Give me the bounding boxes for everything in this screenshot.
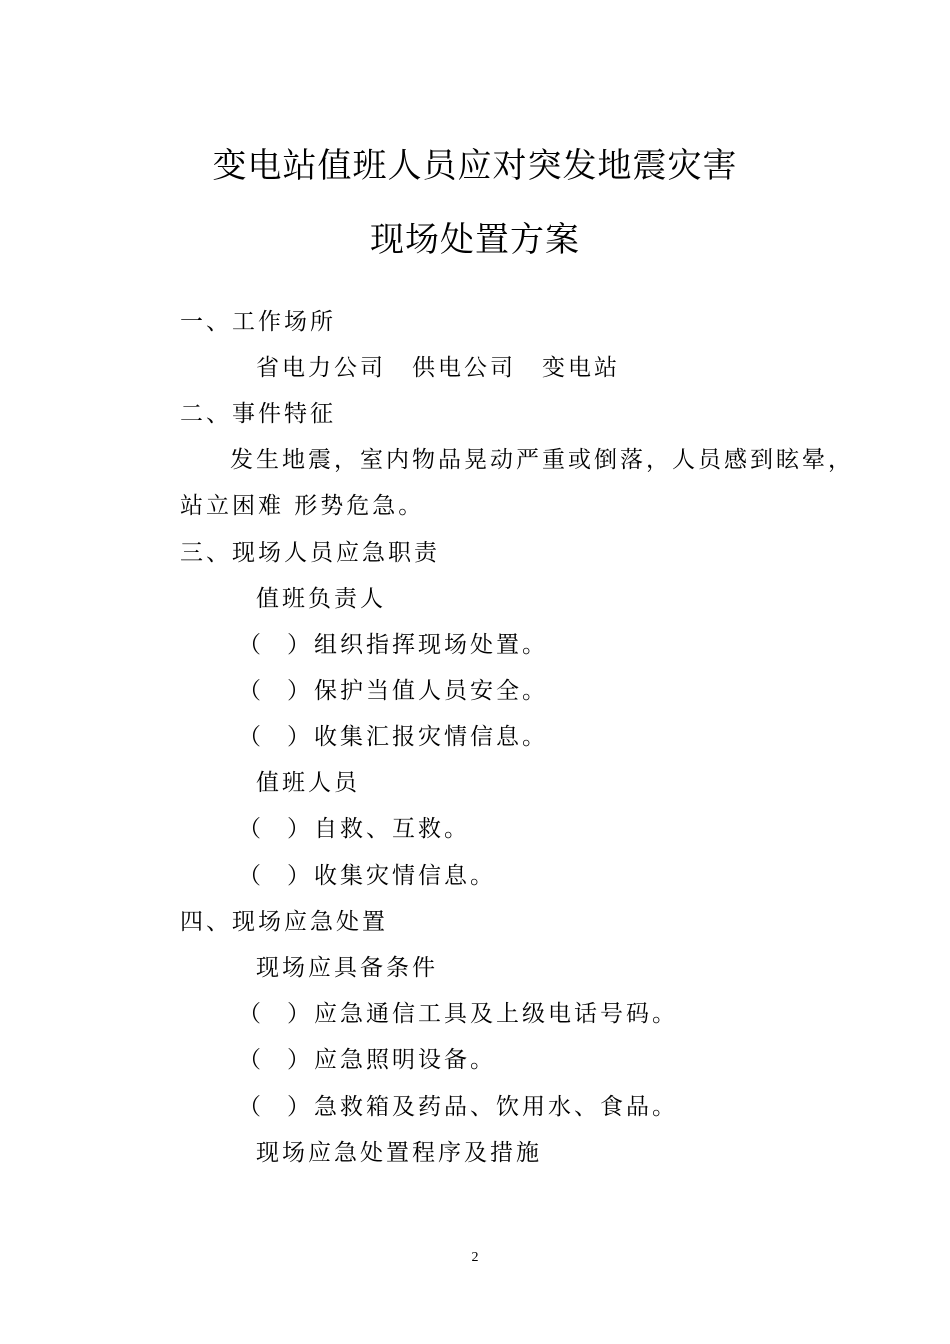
list-item — [238, 1045, 496, 1075]
section-1-content: 省电力公司 供电公司 变电站 — [256, 355, 620, 381]
paren-open: （ — [238, 863, 261, 889]
paren-open: （ — [238, 724, 261, 750]
section-3-group-2-title: 值班人员 — [256, 770, 360, 796]
list-item — [238, 630, 548, 660]
list-item-text: 急救箱及药品、饮用水、食品。 — [314, 1094, 678, 1120]
section-2-paragraph-line-2: 站立困难 形势危急。 — [180, 493, 425, 519]
paren-close: ） — [287, 632, 310, 658]
list-item — [238, 676, 548, 706]
list-item — [238, 861, 496, 891]
list-item — [238, 722, 548, 752]
paren-close: ） — [287, 1094, 310, 1120]
paren-close: ） — [287, 678, 310, 704]
list-item — [238, 999, 678, 1029]
paren-open: （ — [238, 632, 261, 658]
section-4-group-1-title: 现场应具备条件 — [256, 955, 438, 981]
list-item-text: 组织指挥现场处置。 — [314, 632, 548, 658]
section-3-heading: 三、现场人员应急职责 — [180, 540, 440, 566]
section-2-heading: 二、事件特征 — [180, 401, 336, 427]
section-4-group-2-title: 现场应急处置程序及措施 — [256, 1140, 542, 1166]
paren-open: （ — [238, 816, 261, 842]
paren-open: （ — [238, 1094, 261, 1120]
paren-close: ） — [287, 816, 310, 842]
document-title-line-1: 变电站值班人员应对突发地震灾害 — [212, 146, 738, 186]
paren-close: ） — [287, 1047, 310, 1073]
section-4-heading: 四、现场应急处置 — [180, 909, 388, 935]
paren-close: ） — [287, 1001, 310, 1027]
list-item-text: 保护当值人员安全。 — [314, 678, 548, 704]
list-item — [238, 1092, 678, 1122]
paren-close: ） — [287, 863, 310, 889]
section-3-group-1-title: 值班负责人 — [256, 586, 386, 612]
paren-open: （ — [238, 1001, 261, 1027]
paren-open: （ — [238, 678, 261, 704]
list-item-text: 自救、互救。 — [314, 816, 470, 842]
page-number: 2 — [471, 1250, 479, 1265]
list-item-text: 应急通信工具及上级电话号码。 — [314, 1001, 678, 1027]
paren-open: （ — [238, 1047, 261, 1073]
section-2-paragraph-line-1: 发生地震，室内物品晃动严重或倒落，人员感到眩晕， — [230, 447, 854, 473]
paren-close: ） — [287, 724, 310, 750]
list-item-text: 收集灾情信息。 — [314, 863, 496, 889]
section-1-heading: 一、工作场所 — [180, 309, 336, 335]
list-item-text: 应急照明设备。 — [314, 1047, 496, 1073]
list-item-text: 收集汇报灾情信息。 — [314, 724, 548, 750]
list-item — [238, 814, 470, 844]
document-title-line-2: 现场处置方案 — [370, 220, 580, 260]
